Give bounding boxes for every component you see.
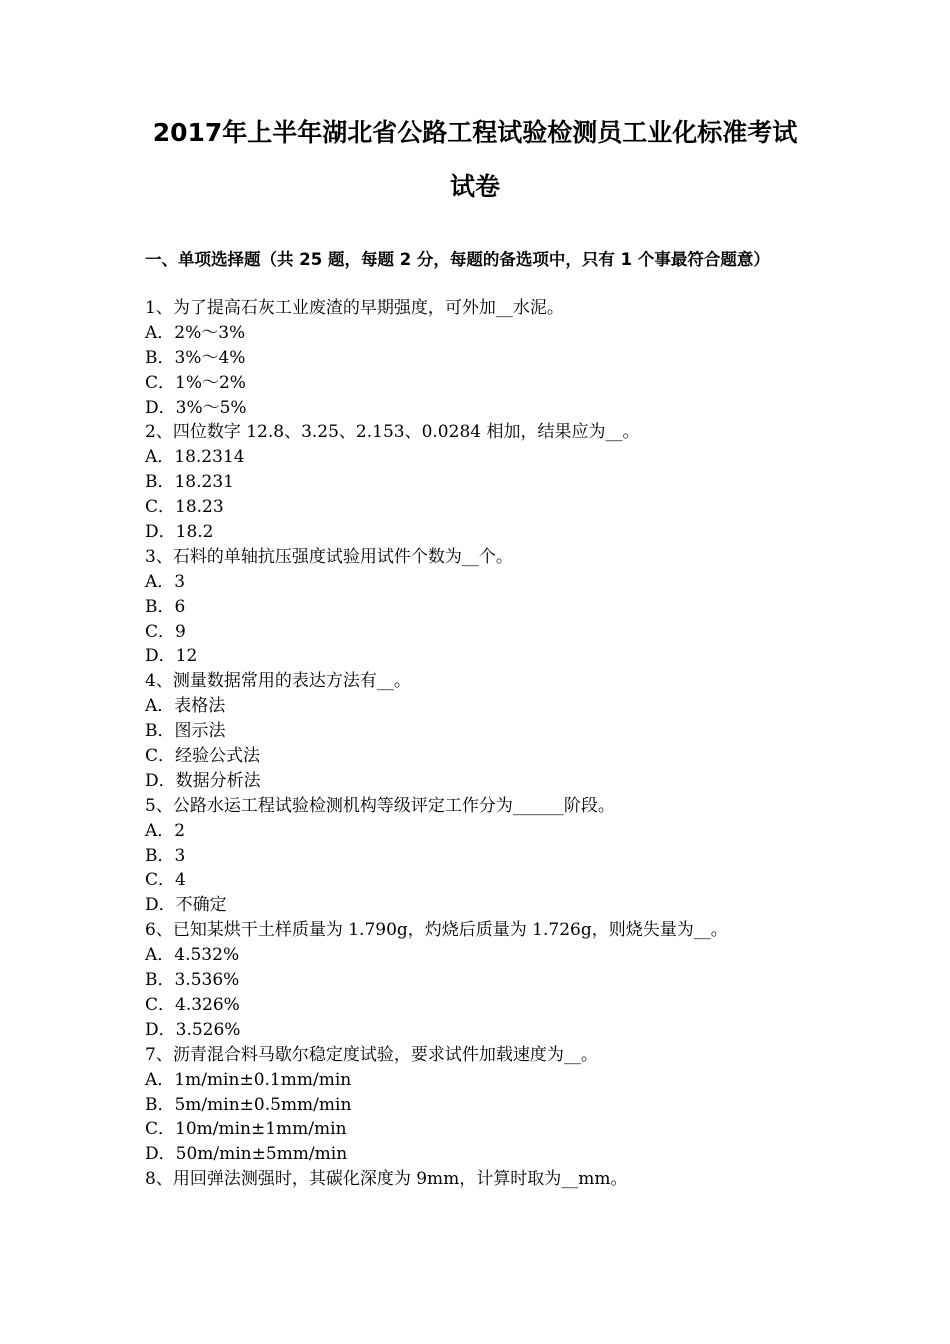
question-stem: 5、公路水运工程试验检测机构等级评定工作分为______阶段。 [145,795,615,816]
answer-option: C．4 [145,870,186,891]
answer-option: A．2%～3% [145,322,246,343]
answer-option: C．18.23 [145,497,224,518]
answer-option: B．5m/min±0.5mm/min [145,1094,352,1115]
answer-option: B．3%～4% [145,347,246,368]
answer-option: D．3.526% [145,1019,241,1040]
answer-option: B．6 [145,596,186,617]
section-heading: 一、单项选择题（共 25 题，每题 2 分，每题的备选项中，只有 1 个事最符合题意） [145,250,770,269]
question-stem: 1、为了提高石灰工业废渣的早期强度，可外加__水泥。 [145,298,564,318]
answer-option: B．3 [145,845,186,866]
answer-option: D．12 [145,646,198,667]
answer-option: A．18.2314 [145,447,245,468]
answer-option: C．9 [145,621,186,642]
question-stem: 4、测量数据常用的表达方法有__。 [145,671,411,692]
answer-option: D．不确定 [145,895,227,916]
answer-option: C．10m/min±1mm/min [145,1119,347,1140]
answer-option: A．3 [145,571,186,592]
question-stem: 8、用回弹法测强时，其碳化深度为 9mm，计算时取为__mm。 [145,1169,628,1190]
document-title-line-1: 2017年上半年湖北省公路工程试验检测员工业化标准考试 [152,118,798,147]
answer-option: D．18.2 [145,522,214,543]
question-stem: 6、已知某烘干土样质量为 1.790g，灼烧后质量为 1.726g，则烧失量为__。 [145,920,728,941]
answer-option: A．表格法 [145,696,226,717]
answer-option: C．1%～2% [145,372,246,393]
answer-option: A．2 [145,820,186,841]
question-stem: 3、石料的单轴抗压强度试验用试件个数为__个。 [145,546,513,567]
question-stem: 2、四位数字 12.8、3.25、2.153、0.0284 相加，结果应为__。 [145,422,640,443]
answer-option: B．图示法 [145,721,226,742]
answer-option: A．1m/min±0.1mm/min [145,1069,352,1090]
answer-option: C．4.326% [145,994,240,1015]
question-stem: 7、沥青混合料马歇尔稳定度试验，要求试件加载速度为__。 [145,1044,598,1065]
answer-option: D．3%～5% [145,397,247,418]
answer-option: D．50m/min±5mm/min [145,1144,348,1165]
answer-option: C．经验公式法 [145,746,261,767]
answer-option: D．数据分析法 [145,770,261,791]
document-title-line-2: 试卷 [449,172,500,201]
answer-option: B．3.536% [145,970,240,991]
answer-option: A．4.532% [145,945,240,966]
question-list [145,296,835,1192]
answer-option: B．18.231 [145,472,234,493]
